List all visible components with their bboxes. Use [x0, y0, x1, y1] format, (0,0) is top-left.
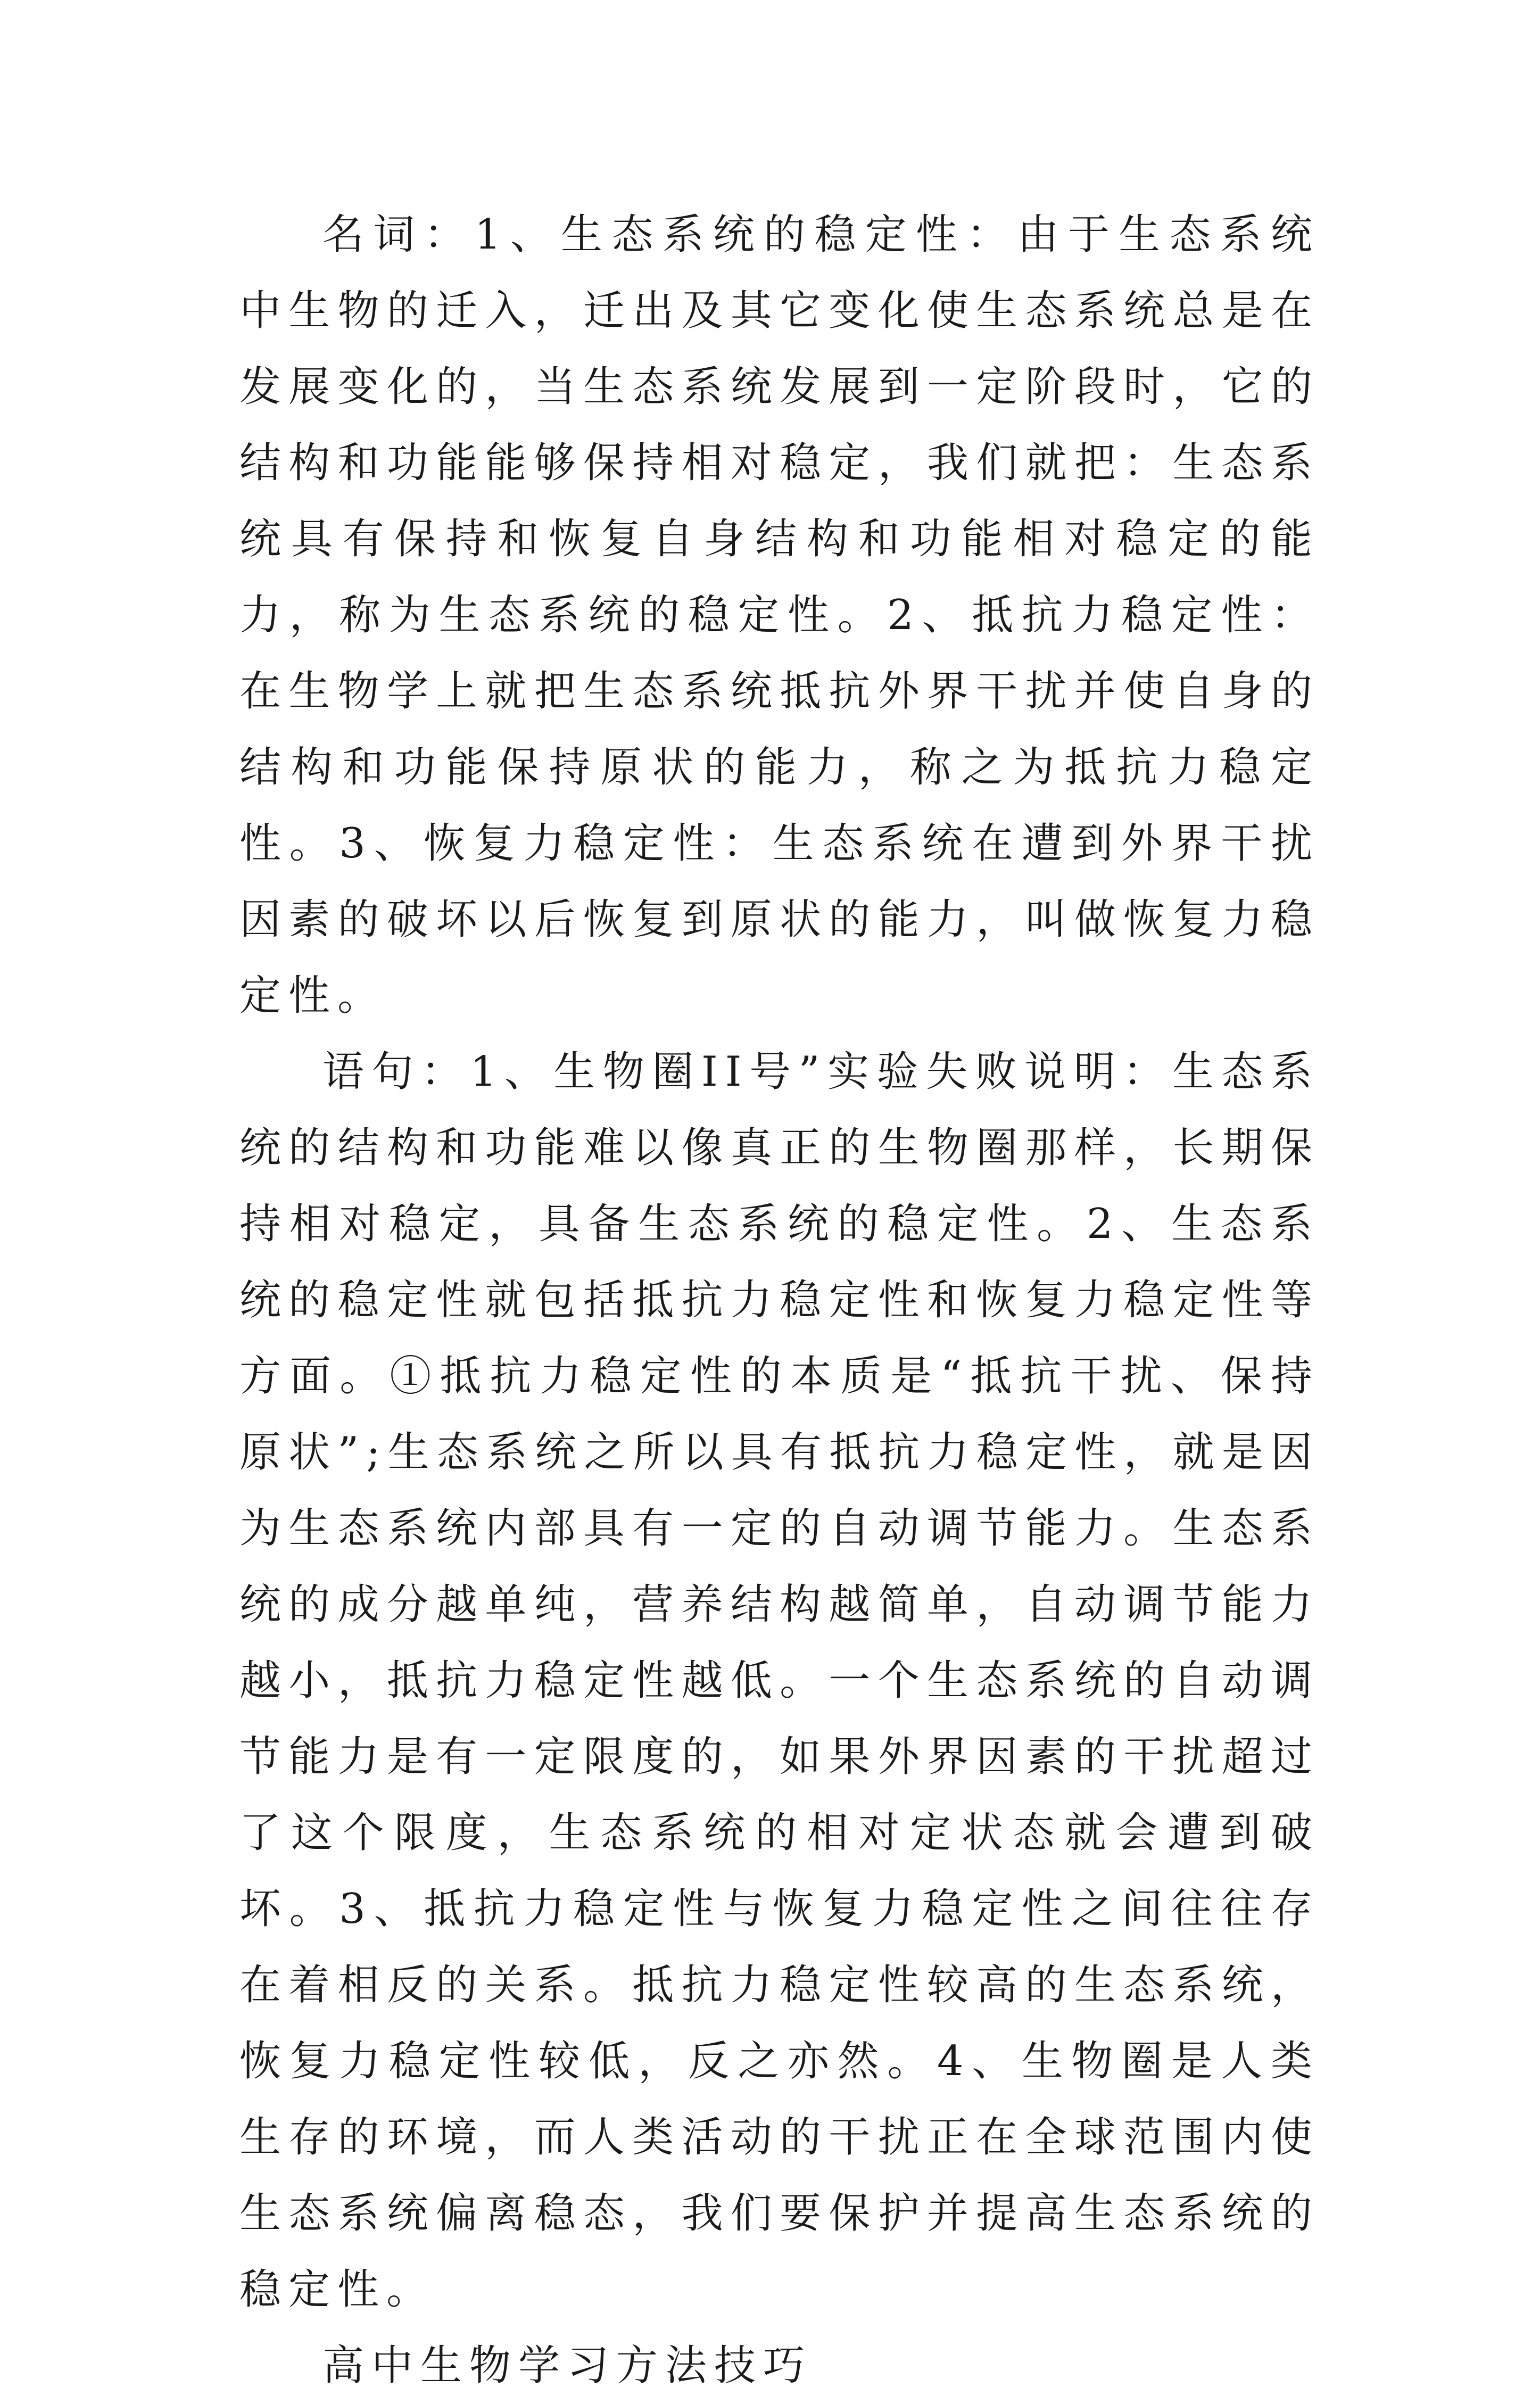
document-body	[239, 197, 1320, 2404]
paragraph-terms: 名词：1、生态系统的稳定性：由于生态系统中生物的迁入，迁出及其它变化使生态系统总是在发展变化的，当生态系统发展到一定阶段时，它的结构和功能能够保持相对稳定，我们就把：生态系统具有保持和恢复自身结构和功能相对稳定的能力，称为生态系统的稳定性。2、抵抗力稳定性：在生物学上就把生态系统抵抗外界干扰并使自身的结构和功能保持原状的能力，称之为抵抗力稳定性。3、恢复力稳定性：生态系统在遭到外界干扰因素的破坏以后恢复到原状的能力，叫做恢复力稳定性。	[239, 211, 1320, 1020]
section-heading: 高中生物学习方法技巧	[322, 2342, 813, 2390]
paragraph-statements: 语句：1、生物圈II号”实验失败说明：生态系统的结构和功能难以像真正的生物圈那样，长期保持相对稳定，具备生态系统的稳定性。2、生态系统的稳定性就包括抵抗力稳定性和恢复力稳定性等方面。①抵抗力稳定性的本质是“抵抗干扰、保持原状”;生态系统之所以具有抵抗力稳定性，就是因为生态系统内部具有一定的自动调节能力。生态系统的成分越单纯，营养结构越简单，自动调节能力越小，抵抗力稳定性越低。一个生态系统的自动调节能力是有一定限度的，如果外界因素的干扰超过了这个限度，生态系统的相对定状态就会遭到破坏。3、抵抗力稳定性与恢复力稳定性之间往往存在着相反的关系。抵抗力稳定性较高的生态系统，恢复力稳定性较低，反之亦然。4、生物圈是人类生存的环境，而人类活动的干扰正在全球范围内使生态系统偏离稳态，我们要保护并提高生态系统的稳定性。	[239, 1048, 1320, 2314]
